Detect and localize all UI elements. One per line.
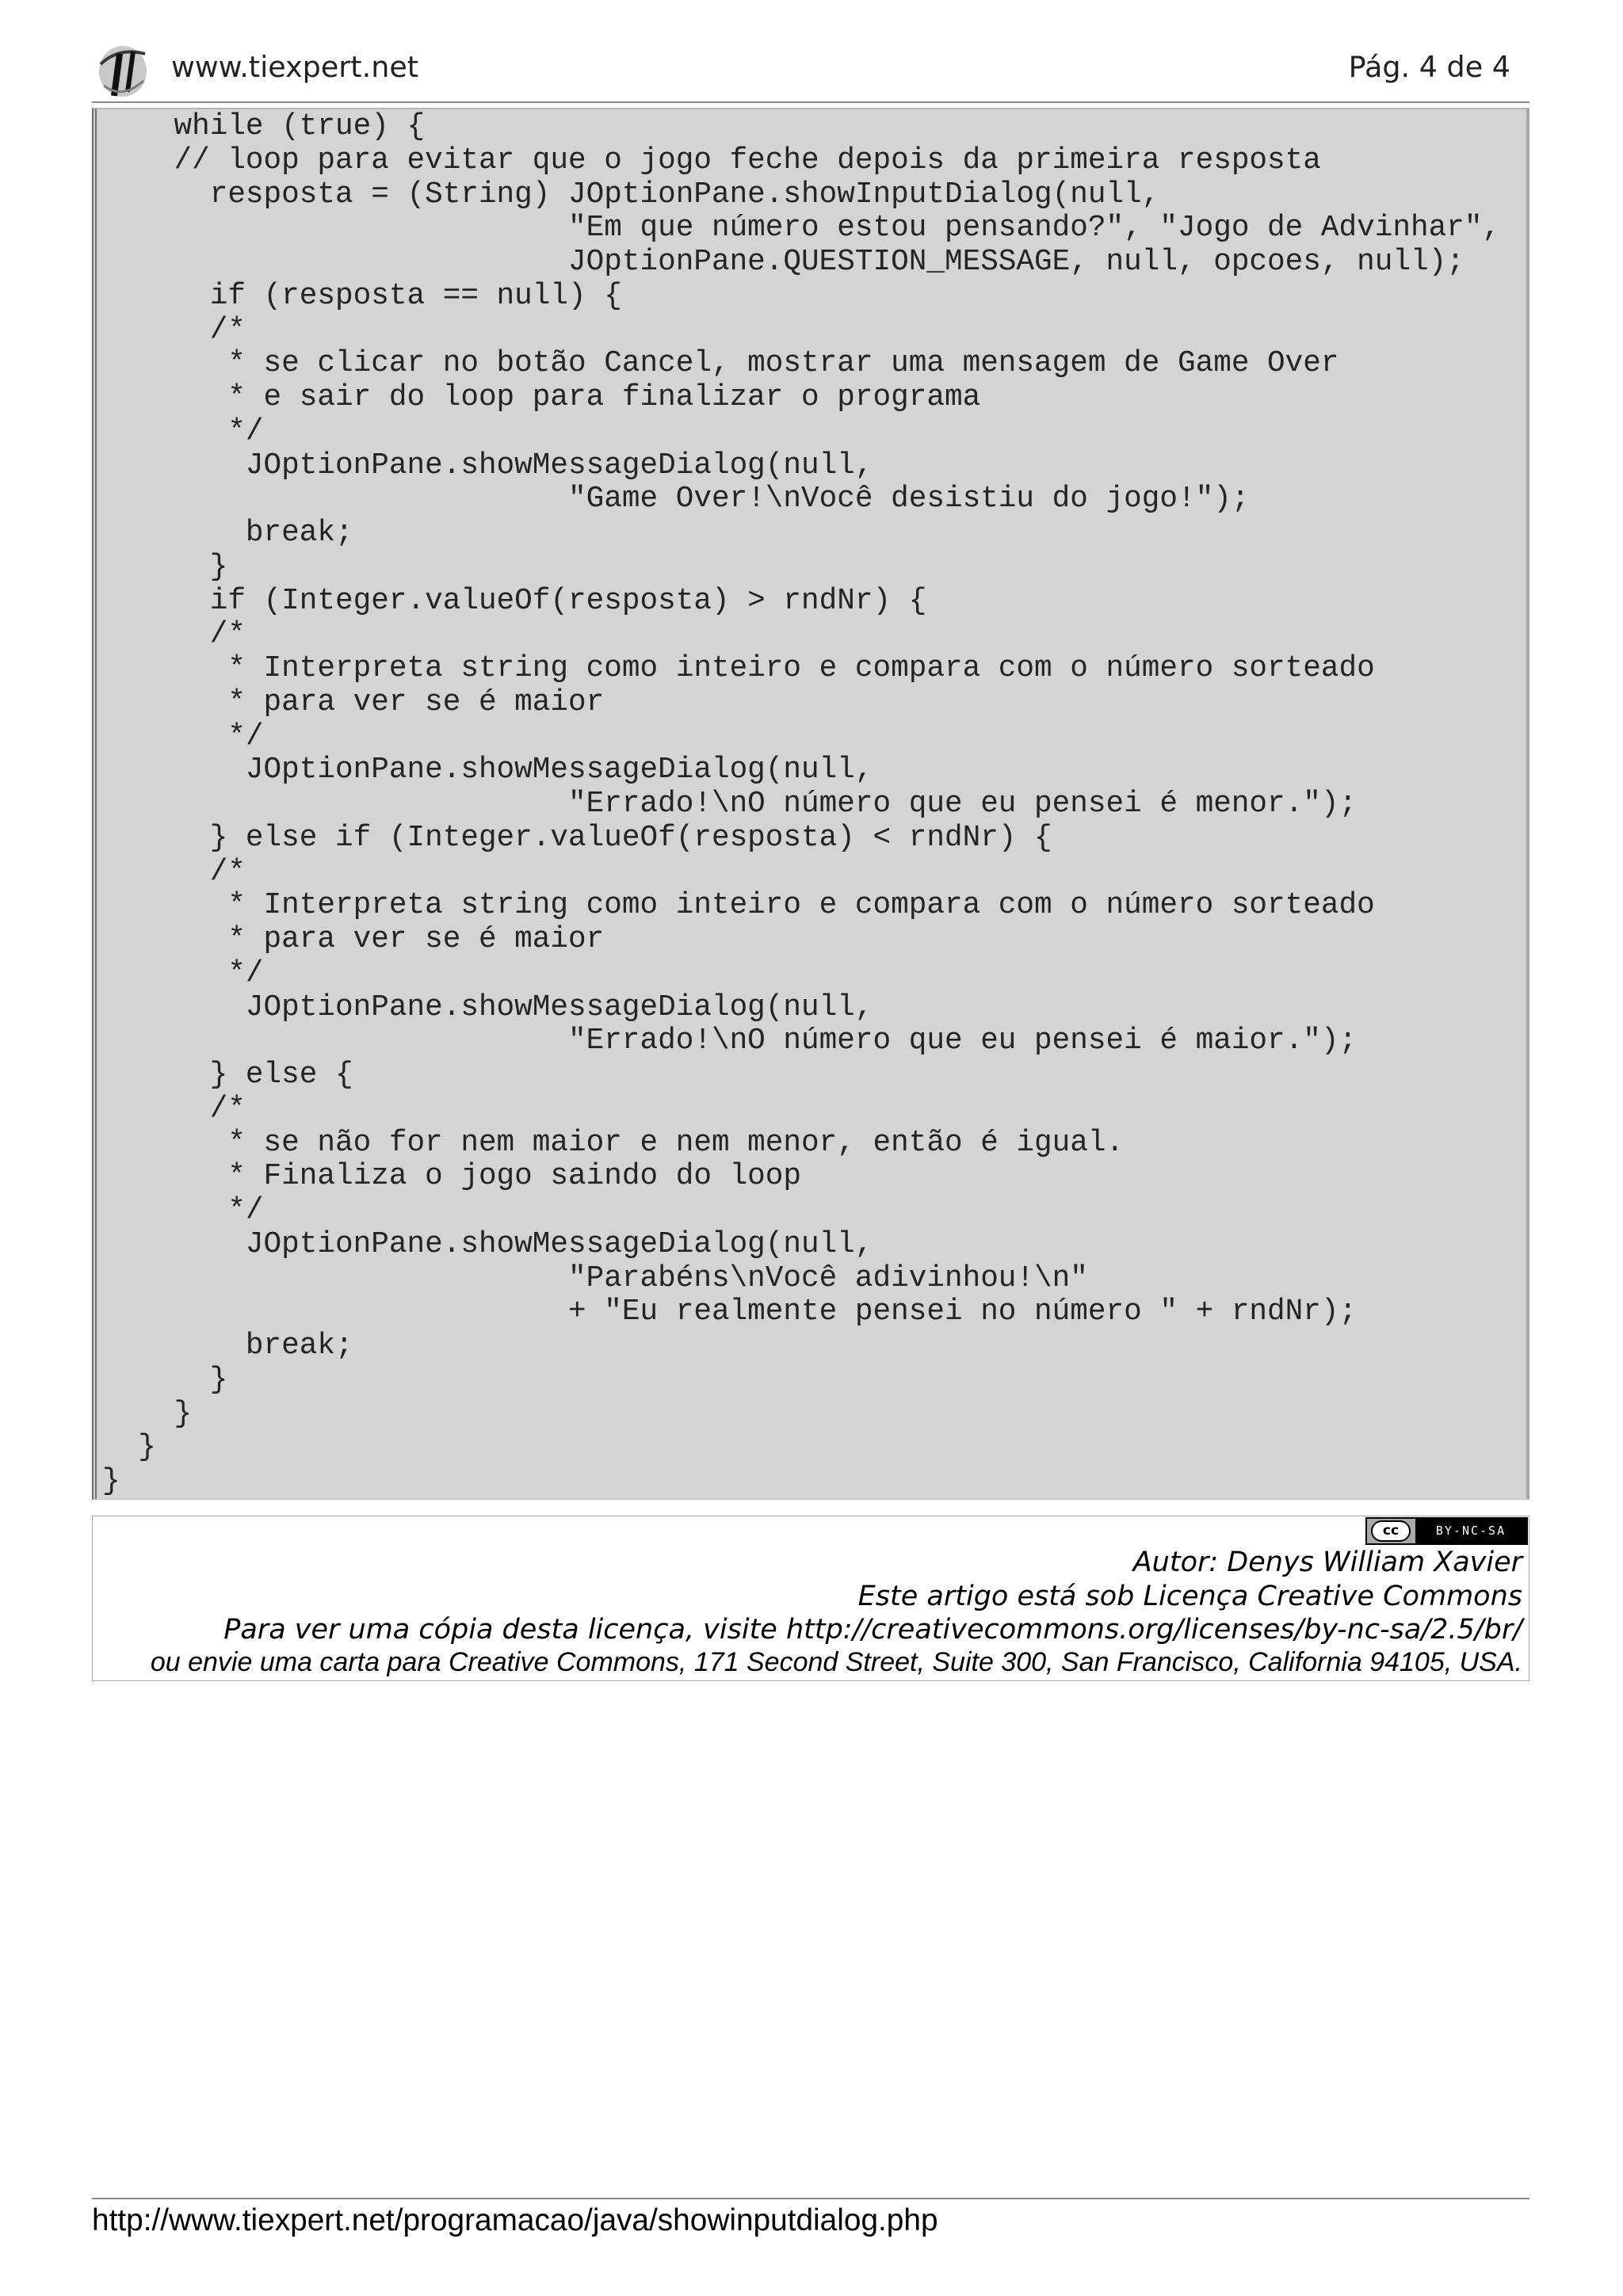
code-line: * se clicar no botão Cancel, mostrar uma mensagem de Game Over [102,347,1339,381]
site-name: www.tiexpert.net [171,50,419,84]
code-line: */ [102,414,264,448]
code-line: */ [102,956,264,990]
code-line: /* [102,618,246,652]
code-line: "Errado!\nO número que eu pensei é maior."); [102,1024,1358,1058]
code-line: * Finaliza o jogo saindo do loop [102,1160,802,1194]
code-line: JOptionPane.showMessageDialog(null, [102,990,873,1024]
code-line: JOptionPane.showMessageDialog(null, [102,448,873,482]
code-line: JOptionPane.showMessageDialog(null, [102,753,873,788]
page-number: Pág. 4 de 4 [1348,50,1510,84]
cc-license-badge [1365,1517,1528,1545]
code-line: * se não for nem maior e nem menor, então é igual. [102,1126,1125,1160]
code-line: } [102,550,228,584]
code-line: "Parabéns\nVocê adivinhou!\n" [102,1261,1088,1295]
code-line: JOptionPane.QUESTION_MESSAGE, null, opcoes, null); [102,246,1465,279]
code-line: } [102,1363,228,1397]
license-mail-address: ou envie uma carta para Creative Commons, 171 Second Street, Suite 300, San Francisco, California 94105, USA. [150,1647,1522,1677]
code-line: * e sair do loop para finalizar o programa [102,381,981,414]
code-listing [102,110,1500,1499]
code-line: /* [102,1092,246,1126]
code-line: JOptionPane.showMessageDialog(null, [102,1227,873,1261]
code-line: /* [102,313,246,347]
code-line: break; [102,517,353,550]
code-line: while (true) { [102,110,426,143]
tiexpert-logo-icon [95,40,151,100]
code-line: if (resposta == null) { [102,279,622,313]
code-line: resposta = (String) JOptionPane.showInputDialog(null, [102,177,1160,212]
code-line: "Game Over!\nVocê desistiu do jogo!"); [102,482,1250,517]
code-line: * para ver se é maior [102,685,605,719]
code-line: } else if (Integer.valueOf(resposta) < rndNr) { [102,821,1052,855]
code-line: * Interpreta string como inteiro e compara com o número sorteado [102,652,1375,685]
code-line: } else { [102,1058,353,1092]
code-line: } [102,1431,156,1465]
code-line: */ [102,719,264,753]
license-notice: Este artigo está sob Licença Creative Commons [857,1581,1522,1612]
code-line: } [102,1397,193,1431]
code-line: if (Integer.valueOf(resposta) > rndNr) { [102,584,927,618]
code-line: /* [102,855,246,889]
footer-url: http://www.tiexpert.net/programacao/java/showinputdialog.php [92,2203,938,2237]
cc-logo-icon [1371,1520,1411,1542]
code-line: "Em que número estou pensando?", "Jogo de Advinhar", [102,212,1501,246]
code-line: "Errado!\nO número que eu pensei é menor."); [102,788,1358,821]
code-line: */ [102,1194,264,1227]
header-divider [92,101,1529,103]
code-line: + "Eu realmente pensei no número " + rndNr); [102,1295,1358,1329]
code-line: } [102,1465,120,1498]
code-line: break; [102,1329,353,1363]
license-visit-url: Para ver uma cópia desta licença, visite http://creativecommons.org/licenses/by-nc-sa/2.5/br/ [223,1614,1522,1646]
code-line: // loop para evitar que o jogo feche depois da primeira resposta [102,143,1321,177]
code-line: * para ver se é maior [102,923,605,956]
code-line: * Interpreta string como inteiro e compara com o número sorteado [102,889,1375,923]
license-author: Autor: Denys William Xavier [1132,1547,1522,1578]
cc-logo-label: cc [1382,1523,1400,1539]
cc-badge-label: BY-NC-SA [1415,1519,1526,1543]
footer-divider [92,2198,1529,2199]
